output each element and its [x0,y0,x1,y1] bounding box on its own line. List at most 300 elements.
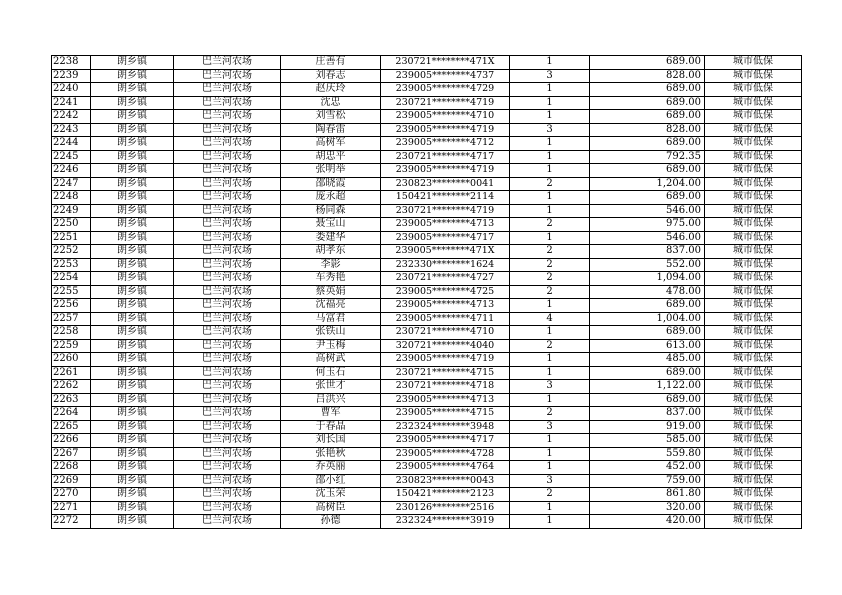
table-row [52,110,802,124]
amount-cell: 689.00 [590,299,705,313]
name-cell: 沈忠 [281,96,381,110]
unit-cell: 巴兰河农场 [174,69,281,83]
table-row [52,366,802,380]
row-number-cell: 2242 [52,110,91,124]
household-size-cell: 1 [510,515,590,529]
name-cell: 张世才 [281,380,381,394]
unit-cell: 巴兰河农场 [174,312,281,326]
table-row [52,245,802,259]
town-cell: 朗乡镇 [91,461,174,475]
row-number-cell: 2254 [52,272,91,286]
table-row [52,474,802,488]
id-number-cell: 239005********4713 [381,218,510,232]
category-cell: 城市低保 [705,474,802,488]
household-size-cell: 1 [510,353,590,367]
table-row [52,420,802,434]
category-cell: 城市低保 [705,312,802,326]
name-cell: 陶春雷 [281,123,381,137]
unit-cell: 巴兰河农场 [174,110,281,124]
row-number-cell: 2264 [52,407,91,421]
amount-cell: 546.00 [590,231,705,245]
row-number-cell: 2258 [52,326,91,340]
household-size-cell: 2 [510,407,590,421]
row-number-cell: 2241 [52,96,91,110]
town-cell: 朗乡镇 [91,177,174,191]
amount-cell: 861.80 [590,488,705,502]
category-cell: 城市低保 [705,83,802,97]
name-cell: 沈福亮 [281,299,381,313]
row-number-cell: 2256 [52,299,91,313]
unit-cell: 巴兰河农场 [174,56,281,70]
unit-cell: 巴兰河农场 [174,420,281,434]
category-cell: 城市低保 [705,231,802,245]
town-cell: 朗乡镇 [91,83,174,97]
amount-cell: 919.00 [590,420,705,434]
table-row [52,218,802,232]
amount-cell: 689.00 [590,56,705,70]
town-cell: 朗乡镇 [91,272,174,286]
household-size-cell: 1 [510,393,590,407]
row-number-cell: 2243 [52,123,91,137]
id-number-cell: 320721********4040 [381,339,510,353]
id-number-cell: 239005********4713 [381,299,510,313]
category-cell: 城市低保 [705,137,802,151]
name-cell: 庄善有 [281,56,381,70]
amount-cell: 828.00 [590,123,705,137]
name-cell: 高树武 [281,353,381,367]
town-cell: 朗乡镇 [91,231,174,245]
unit-cell: 巴兰河农场 [174,150,281,164]
table-row [52,312,802,326]
name-cell: 吕洪兴 [281,393,381,407]
id-number-cell: 230721********4715 [381,366,510,380]
household-size-cell: 3 [510,380,590,394]
unit-cell: 巴兰河农场 [174,515,281,529]
amount-cell: 559.80 [590,447,705,461]
category-cell: 城市低保 [705,407,802,421]
amount-cell: 478.00 [590,285,705,299]
category-cell: 城市低保 [705,366,802,380]
town-cell: 朗乡镇 [91,447,174,461]
amount-cell: 792.35 [590,150,705,164]
category-cell: 城市低保 [705,285,802,299]
name-cell: 刘春志 [281,69,381,83]
household-size-cell: 1 [510,83,590,97]
amount-cell: 1,122.00 [590,380,705,394]
unit-cell: 巴兰河农场 [174,218,281,232]
town-cell: 朗乡镇 [91,474,174,488]
id-number-cell: 239005********4729 [381,83,510,97]
table-row [52,56,802,70]
id-number-cell: 230721********4710 [381,326,510,340]
name-cell: 车秀艳 [281,272,381,286]
town-cell: 朗乡镇 [91,164,174,178]
id-number-cell: 239005********4713 [381,393,510,407]
category-cell: 城市低保 [705,420,802,434]
town-cell: 朗乡镇 [91,299,174,313]
amount-cell: 689.00 [590,110,705,124]
unit-cell: 巴兰河农场 [174,407,281,421]
table-row [52,137,802,151]
id-number-cell: 230721********4719 [381,204,510,218]
id-number-cell: 230721********4717 [381,150,510,164]
row-number-cell: 2255 [52,285,91,299]
id-number-cell: 230721********471X [381,56,510,70]
name-cell: 胡孝东 [281,245,381,259]
unit-cell: 巴兰河农场 [174,488,281,502]
name-cell: 何玉石 [281,366,381,380]
unit-cell: 巴兰河农场 [174,164,281,178]
unit-cell: 巴兰河农场 [174,258,281,272]
unit-cell: 巴兰河农场 [174,231,281,245]
category-cell: 城市低保 [705,272,802,286]
town-cell: 朗乡镇 [91,69,174,83]
row-number-cell: 2260 [52,353,91,367]
unit-cell: 巴兰河农场 [174,299,281,313]
household-size-cell: 1 [510,326,590,340]
amount-cell: 1,204.00 [590,177,705,191]
town-cell: 朗乡镇 [91,339,174,353]
amount-cell: 1,094.00 [590,272,705,286]
town-cell: 朗乡镇 [91,393,174,407]
row-number-cell: 2271 [52,501,91,515]
id-number-cell: 239005********4711 [381,312,510,326]
name-cell: 尹玉梅 [281,339,381,353]
household-size-cell: 1 [510,96,590,110]
name-cell: 刘长国 [281,434,381,448]
table-row [52,393,802,407]
row-number-cell: 2245 [52,150,91,164]
table-row [52,258,802,272]
row-number-cell: 2263 [52,393,91,407]
table-body [52,56,802,529]
unit-cell: 巴兰河农场 [174,447,281,461]
row-number-cell: 2249 [52,204,91,218]
category-cell: 城市低保 [705,299,802,313]
row-number-cell: 2262 [52,380,91,394]
row-number-cell: 2246 [52,164,91,178]
category-cell: 城市低保 [705,164,802,178]
household-size-cell: 1 [510,150,590,164]
name-cell: 高树军 [281,137,381,151]
household-size-cell: 4 [510,312,590,326]
unit-cell: 巴兰河农场 [174,380,281,394]
name-cell: 马富君 [281,312,381,326]
amount-cell: 689.00 [590,366,705,380]
id-number-cell: 239005********4725 [381,285,510,299]
unit-cell: 巴兰河农场 [174,434,281,448]
table-row [52,285,802,299]
table-row [52,123,802,137]
category-cell: 城市低保 [705,447,802,461]
id-number-cell: 239005********4717 [381,434,510,448]
amount-cell: 689.00 [590,96,705,110]
household-size-cell: 2 [510,488,590,502]
household-size-cell: 1 [510,501,590,515]
unit-cell: 巴兰河农场 [174,285,281,299]
town-cell: 朗乡镇 [91,366,174,380]
town-cell: 朗乡镇 [91,501,174,515]
unit-cell: 巴兰河农场 [174,83,281,97]
town-cell: 朗乡镇 [91,420,174,434]
row-number-cell: 2267 [52,447,91,461]
table-row [52,488,802,502]
id-number-cell: 239005********4717 [381,231,510,245]
amount-cell: 975.00 [590,218,705,232]
name-cell: 赵庆玲 [281,83,381,97]
id-number-cell: 230721********4727 [381,272,510,286]
name-cell: 娄建华 [281,231,381,245]
name-cell: 孙德 [281,515,381,529]
name-cell: 刘雪松 [281,110,381,124]
unit-cell: 巴兰河农场 [174,353,281,367]
amount-cell: 420.00 [590,515,705,529]
category-cell: 城市低保 [705,204,802,218]
table-row [52,339,802,353]
name-cell: 李影 [281,258,381,272]
household-size-cell: 1 [510,231,590,245]
category-cell: 城市低保 [705,96,802,110]
category-cell: 城市低保 [705,501,802,515]
amount-cell: 485.00 [590,353,705,367]
table-row [52,96,802,110]
town-cell: 朗乡镇 [91,258,174,272]
name-cell: 庞永超 [281,191,381,205]
id-number-cell: 239005********4715 [381,407,510,421]
row-number-cell: 2269 [52,474,91,488]
table-row [52,164,802,178]
category-cell: 城市低保 [705,150,802,164]
table-row [52,191,802,205]
unit-cell: 巴兰河农场 [174,204,281,218]
row-number-cell: 2257 [52,312,91,326]
id-number-cell: 239005********4710 [381,110,510,124]
name-cell: 蔡英娟 [281,285,381,299]
town-cell: 朗乡镇 [91,204,174,218]
unit-cell: 巴兰河农场 [174,191,281,205]
household-size-cell: 3 [510,69,590,83]
town-cell: 朗乡镇 [91,515,174,529]
household-size-cell: 1 [510,299,590,313]
unit-cell: 巴兰河农场 [174,393,281,407]
household-size-cell: 1 [510,204,590,218]
table-row [52,447,802,461]
row-number-cell: 2238 [52,56,91,70]
id-number-cell: 230721********4719 [381,96,510,110]
amount-cell: 689.00 [590,191,705,205]
household-size-cell: 1 [510,191,590,205]
household-size-cell: 2 [510,285,590,299]
category-cell: 城市低保 [705,461,802,475]
category-cell: 城市低保 [705,393,802,407]
category-cell: 城市低保 [705,191,802,205]
household-size-cell: 3 [510,123,590,137]
town-cell: 朗乡镇 [91,407,174,421]
category-cell: 城市低保 [705,177,802,191]
household-size-cell: 1 [510,56,590,70]
household-size-cell: 1 [510,137,590,151]
category-cell: 城市低保 [705,69,802,83]
row-number-cell: 2272 [52,515,91,529]
id-number-cell: 230823********0041 [381,177,510,191]
row-number-cell: 2259 [52,339,91,353]
category-cell: 城市低保 [705,339,802,353]
town-cell: 朗乡镇 [91,150,174,164]
town-cell: 朗乡镇 [91,488,174,502]
data-table [51,55,802,529]
amount-cell: 452.00 [590,461,705,475]
category-cell: 城市低保 [705,123,802,137]
name-cell: 张明举 [281,164,381,178]
amount-cell: 759.00 [590,474,705,488]
unit-cell: 巴兰河农场 [174,272,281,286]
row-number-cell: 2253 [52,258,91,272]
category-cell: 城市低保 [705,110,802,124]
name-cell: 高树臣 [281,501,381,515]
town-cell: 朗乡镇 [91,312,174,326]
household-size-cell: 2 [510,272,590,286]
id-number-cell: 230126********2516 [381,501,510,515]
unit-cell: 巴兰河农场 [174,474,281,488]
table-row [52,272,802,286]
amount-cell: 837.00 [590,407,705,421]
town-cell: 朗乡镇 [91,137,174,151]
name-cell: 乔英丽 [281,461,381,475]
amount-cell: 613.00 [590,339,705,353]
household-size-cell: 3 [510,474,590,488]
table-row [52,434,802,448]
category-cell: 城市低保 [705,218,802,232]
amount-cell: 689.00 [590,137,705,151]
category-cell: 城市低保 [705,56,802,70]
category-cell: 城市低保 [705,515,802,529]
table-row [52,69,802,83]
name-cell: 聂宝山 [281,218,381,232]
id-number-cell: 232324********3919 [381,515,510,529]
town-cell: 朗乡镇 [91,434,174,448]
unit-cell: 巴兰河农场 [174,123,281,137]
category-cell: 城市低保 [705,326,802,340]
amount-cell: 689.00 [590,393,705,407]
row-number-cell: 2240 [52,83,91,97]
unit-cell: 巴兰河农场 [174,137,281,151]
town-cell: 朗乡镇 [91,285,174,299]
row-number-cell: 2265 [52,420,91,434]
row-number-cell: 2247 [52,177,91,191]
table-row [52,353,802,367]
name-cell: 胡忠平 [281,150,381,164]
household-size-cell: 1 [510,447,590,461]
category-cell: 城市低保 [705,434,802,448]
household-size-cell: 2 [510,339,590,353]
household-size-cell: 2 [510,258,590,272]
row-number-cell: 2270 [52,488,91,502]
household-size-cell: 1 [510,366,590,380]
unit-cell: 巴兰河农场 [174,339,281,353]
amount-cell: 837.00 [590,245,705,259]
household-size-cell: 1 [510,164,590,178]
row-number-cell: 2250 [52,218,91,232]
town-cell: 朗乡镇 [91,245,174,259]
name-cell: 邵晓霞 [281,177,381,191]
row-number-cell: 2268 [52,461,91,475]
town-cell: 朗乡镇 [91,96,174,110]
town-cell: 朗乡镇 [91,123,174,137]
household-size-cell: 1 [510,434,590,448]
row-number-cell: 2261 [52,366,91,380]
table-row [52,326,802,340]
table-row [52,461,802,475]
name-cell: 张铁山 [281,326,381,340]
town-cell: 朗乡镇 [91,110,174,124]
id-number-cell: 239005********4728 [381,447,510,461]
name-cell: 杨同森 [281,204,381,218]
unit-cell: 巴兰河农场 [174,326,281,340]
town-cell: 朗乡镇 [91,218,174,232]
household-size-cell: 2 [510,177,590,191]
household-size-cell: 1 [510,110,590,124]
table-row [52,515,802,529]
name-cell: 张艳秋 [281,447,381,461]
row-number-cell: 2251 [52,231,91,245]
name-cell: 沈玉荣 [281,488,381,502]
table-row [52,83,802,97]
table-row [52,380,802,394]
row-number-cell: 2248 [52,191,91,205]
table-row [52,501,802,515]
category-cell: 城市低保 [705,380,802,394]
town-cell: 朗乡镇 [91,191,174,205]
household-size-cell: 1 [510,461,590,475]
amount-cell: 689.00 [590,164,705,178]
town-cell: 朗乡镇 [91,353,174,367]
town-cell: 朗乡镇 [91,326,174,340]
row-number-cell: 2266 [52,434,91,448]
table-row [52,407,802,421]
household-size-cell: 3 [510,420,590,434]
unit-cell: 巴兰河农场 [174,96,281,110]
id-number-cell: 239005********4719 [381,164,510,178]
amount-cell: 828.00 [590,69,705,83]
amount-cell: 552.00 [590,258,705,272]
name-cell: 邵小红 [281,474,381,488]
id-number-cell: 239005********4737 [381,69,510,83]
town-cell: 朗乡镇 [91,380,174,394]
id-number-cell: 150421********2114 [381,191,510,205]
row-number-cell: 2244 [52,137,91,151]
amount-cell: 585.00 [590,434,705,448]
category-cell: 城市低保 [705,245,802,259]
id-number-cell: 239005********4719 [381,123,510,137]
unit-cell: 巴兰河农场 [174,366,281,380]
category-cell: 城市低保 [705,353,802,367]
row-number-cell: 2239 [52,69,91,83]
name-cell: 曹军 [281,407,381,421]
amount-cell: 689.00 [590,83,705,97]
category-cell: 城市低保 [705,258,802,272]
town-cell: 朗乡镇 [91,56,174,70]
row-number-cell: 2252 [52,245,91,259]
household-size-cell: 2 [510,245,590,259]
table-row [52,177,802,191]
unit-cell: 巴兰河农场 [174,177,281,191]
unit-cell: 巴兰河农场 [174,461,281,475]
id-number-cell: 232324********3948 [381,420,510,434]
table-row [52,204,802,218]
name-cell: 于春晶 [281,420,381,434]
amount-cell: 689.00 [590,326,705,340]
amount-cell: 1,004.00 [590,312,705,326]
